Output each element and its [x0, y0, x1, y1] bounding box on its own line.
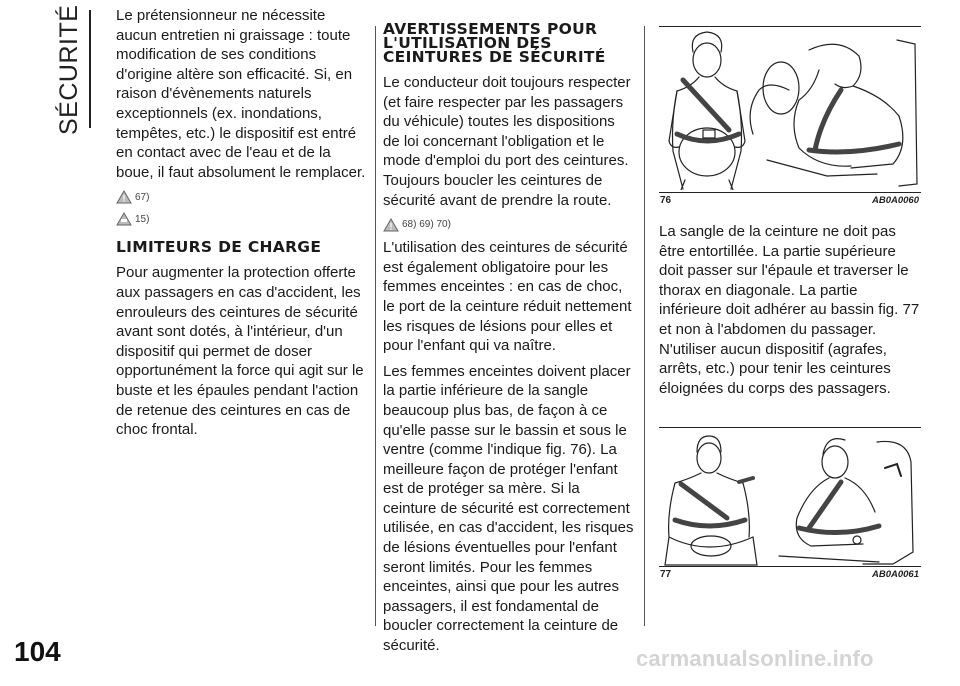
column-2 — [383, 22, 635, 662]
column-divider — [375, 26, 376, 626]
section-title: SÉCURITÉ — [55, 4, 83, 135]
figure-rule — [659, 192, 921, 193]
warning-number: 68) 69) 70) — [402, 219, 451, 231]
paragraph: Le prétensionneur ne nécessite aucun entretien ni graissage : toute modification de ses conditions d'origine altère son efficacité. Si, en raison d'évènements naturels exceptionnels (ex. inondations, tempêtes, etc.) le dispositif est entré en contact avec de l'eau et de la boue, il faut absolument le remplacer. — [116, 7, 366, 181]
figure-number: 77 — [660, 569, 672, 580]
figure-number: 76 — [660, 195, 672, 206]
warning-ref — [383, 216, 635, 234]
watermark: carmanualsonline.info — [636, 646, 874, 671]
paragraph: L'utilisation des ceintures de sécurité est également obligatoire pour les femmes enceintes : en cas de choc, le port de la ceinture réduit nettement les risques de lésions pour elles et pour l'enfant qui va naître. — [383, 239, 632, 355]
column-3-text — [659, 222, 923, 404]
warning-number: 67) — [135, 191, 150, 203]
paragraph: La sangle de la ceinture ne doit pas être entortillée. La partie supérieure doit passer sur l'épaule et traverser le thorax en diagonale. La partie inférieure doit adhérer au bassin fig. 77 et non à l'abdomen du passager. N'utiliser aucun dispositif (agrafes, arrêts, etc.) pour tenir les ceintures éloignées du corps des passagers. — [659, 223, 920, 397]
column-1 — [116, 6, 368, 446]
section-rule — [89, 10, 91, 128]
figure-code: AB0A0061 — [872, 569, 919, 580]
warning-number: 15) — [135, 213, 150, 225]
figure-code: AB0A0060 — [872, 195, 919, 206]
figure-rule — [659, 427, 921, 428]
figure-rule — [659, 26, 921, 27]
warning-ref — [116, 188, 368, 206]
warning-triangle-icon — [383, 218, 399, 232]
section-heading: LIMITEURS DE CHARGE — [116, 238, 322, 257]
page-number: 104 — [14, 636, 61, 667]
figure-77-illustration — [659, 432, 921, 566]
paragraph: Le conducteur doit toujours respecter (et faire respecter par les passagers du véhicule) toutes les dispositions de loi concernant l'obligation et le mode d'emploi du port des ceintures. Toujours boucler les ceintures de sécurité avant de prendre la route. — [383, 74, 631, 209]
section-heading: AVERTISSEMENTS POUR L'UTILISATION DES CEINTURES DE SÉCURITÉ — [383, 20, 606, 66]
warning-ref — [116, 210, 368, 228]
figure-76-illustration — [659, 30, 921, 190]
paragraph: Les femmes enceintes doivent placer la partie inférieure de la sangle beaucoup plus bas, de façon à ce qu'elle passe sur le bassin et sous le ventre (comme l'indique fig. 76). La meilleure façon de protéger l'enfant est de protéger sa mère. Si la ceinture de sécurité est correctement utilisée, en cas d'accident, les risques de lésions éventuelles pour l'enfant seront limités. Pour les femmes enceintes, ainsi que pour les autres passagers, il est fondamental de boucler correctement la ceinture de sécurité. — [383, 362, 634, 655]
figure-rule — [659, 566, 921, 567]
warning-triangle-icon — [116, 190, 132, 204]
column-divider — [644, 26, 645, 626]
paragraph: Pour augmenter la protection offerte aux passagers en cas d'accident, les enrouleurs des ceintures de sécurité avant sont dotés, à l'intérieur, d'un dispositif qui permet de doser opportunément la force qui agit sur le buste et les épaules pendant l'action de retenue des ceintures en cas de choc frontal. — [116, 264, 364, 439]
caution-triangle-icon — [116, 212, 132, 226]
